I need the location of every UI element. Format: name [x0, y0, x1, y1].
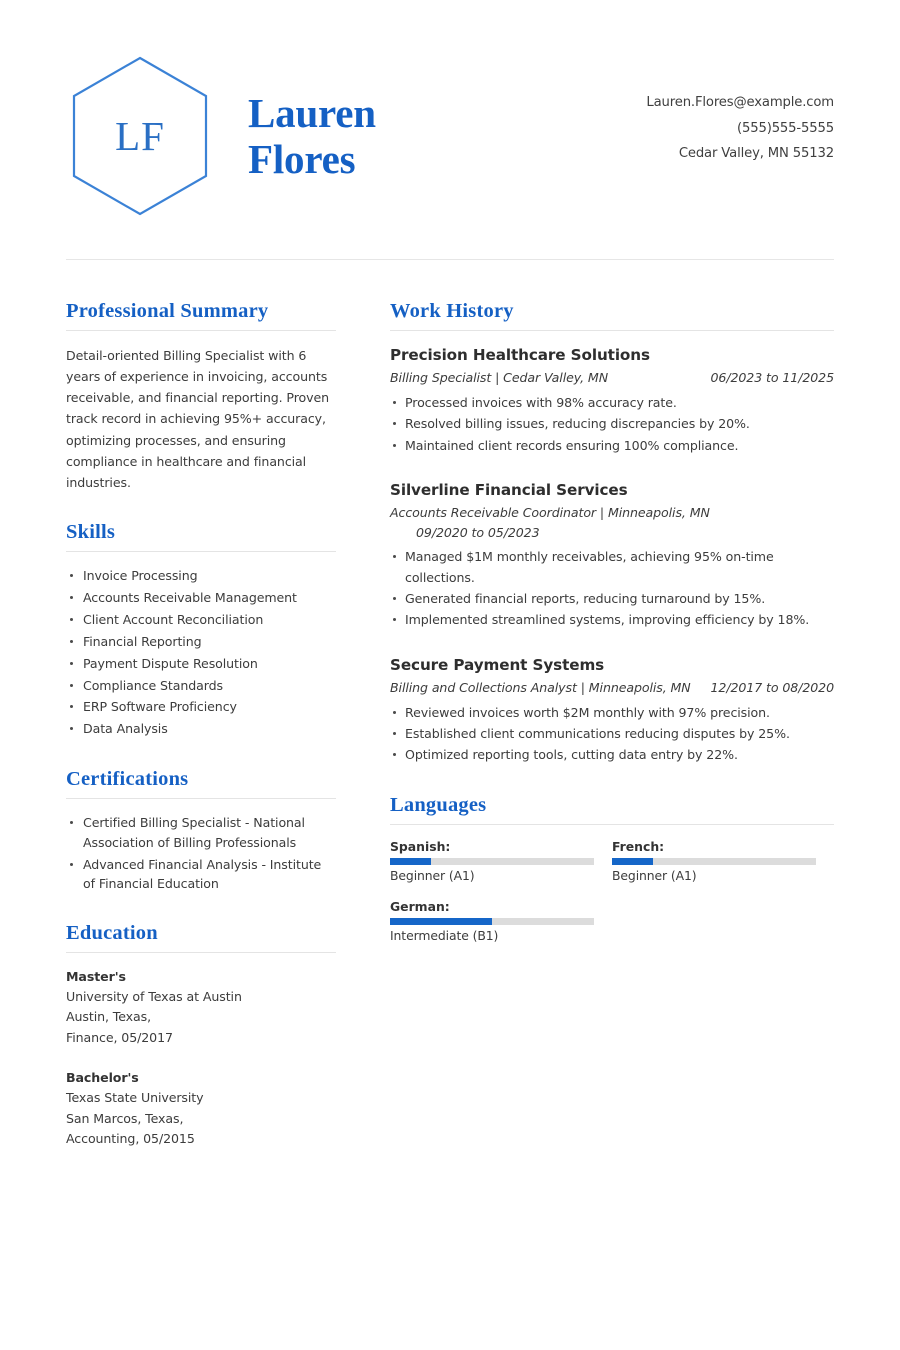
- language-proficiency-fill: [390, 858, 431, 865]
- achievement-item: Implemented streamlined systems, improving efficiency by 18%.: [390, 610, 834, 630]
- language-proficiency-bar: [390, 918, 594, 925]
- resume-body: [66, 300, 834, 1177]
- language-name: Spanish:: [390, 838, 451, 854]
- job-entry: [390, 345, 834, 456]
- achievement-item: Processed invoices with 98% accuracy rate.: [390, 393, 834, 413]
- section-education: [66, 922, 336, 1150]
- section-rule: [66, 330, 336, 331]
- certification-item: Advanced Financial Analysis - Institute of Financial Education: [66, 855, 336, 894]
- achievement-item: Optimized reporting tools, cutting data entry by 22%.: [390, 745, 834, 765]
- job-entry: [390, 480, 834, 631]
- languages-grid: [390, 839, 834, 959]
- resume-header: [66, 52, 834, 227]
- job-role-location: Billing and Collections Analyst | Minneapolis, MN: [390, 680, 691, 696]
- skills-list: [66, 566, 336, 740]
- job-meta: [390, 678, 834, 698]
- section-rule: [66, 798, 336, 799]
- education-location: San Marcos, Texas,: [66, 1110, 184, 1126]
- language-level: Intermediate (B1): [390, 927, 499, 943]
- identity-block: [66, 52, 376, 220]
- section-languages: [390, 794, 834, 959]
- section-certifications: [66, 768, 336, 894]
- job-company: Silverline Financial Services: [390, 480, 628, 499]
- skill-item: Financial Reporting: [66, 632, 336, 653]
- first-name: Lauren: [248, 89, 376, 136]
- job-role-location: Billing Specialist | Cedar Valley, MN: [390, 370, 609, 386]
- achievement-item: Established client communications reducing disputes by 25%.: [390, 724, 834, 744]
- language-item: [390, 899, 612, 943]
- job-achievements: [390, 393, 834, 456]
- skill-item: Accounts Receivable Management: [66, 588, 336, 609]
- achievement-item: Reviewed invoices worth $2M monthly with 97% precision.: [390, 703, 834, 723]
- language-proficiency-fill: [612, 858, 653, 865]
- education-entry: [66, 967, 336, 1048]
- last-name: Flores: [248, 136, 356, 182]
- job-company: Precision Healthcare Solutions: [390, 346, 650, 364]
- language-proficiency-bar: [612, 858, 816, 865]
- header-divider: [66, 259, 834, 260]
- education-degree: Bachelor's: [66, 1070, 139, 1086]
- section-title-certifications: Certifications: [66, 768, 189, 791]
- language-proficiency-fill: [390, 918, 492, 925]
- section-rule: [390, 824, 834, 825]
- skill-item: Invoice Processing: [66, 566, 336, 587]
- monogram-initials: LF: [115, 113, 165, 159]
- section-title-summary: Professional Summary: [66, 300, 269, 322]
- education-degree: Master's: [66, 968, 126, 984]
- job-dates: 12/2017 to 08/2020: [710, 680, 834, 696]
- education-entry: [66, 1068, 336, 1149]
- monogram-hexagon: [66, 52, 214, 220]
- language-item: [612, 839, 834, 883]
- language-name: French:: [612, 838, 665, 854]
- education-field-date: Accounting, 05/2015: [66, 1131, 195, 1147]
- education-field-date: Finance, 05/2017: [66, 1029, 173, 1045]
- achievement-item: Managed $1M monthly receivables, achieving 95% on-time collections.: [390, 547, 834, 588]
- job-dates: 06/2023 to 11/2025: [710, 370, 834, 386]
- job-meta: [390, 503, 834, 542]
- section-rule: [66, 952, 336, 953]
- section-title-skills: Skills: [66, 521, 116, 544]
- summary-text: Detail-oriented Billing Specialist with 6 years of experience in invoicing, accounts receivable, and financial reporting. Proven track record in achieving 95%+ accuracy, optimizing processes, and ensuring compliance in healthcare and financial industries.: [66, 348, 329, 490]
- contact-email[interactable]: Lauren.Flores@example.com: [646, 95, 834, 110]
- candidate-name: [248, 90, 376, 183]
- contact-block: [646, 52, 834, 167]
- education-school: University of Texas at Austin: [66, 988, 242, 1004]
- language-level: Beginner (A1): [390, 867, 475, 883]
- certifications-list: [66, 813, 336, 894]
- right-column: [358, 300, 834, 987]
- certification-item: Certified Billing Specialist - National Association of Billing Professionals: [66, 813, 336, 852]
- achievement-item: Maintained client records ensuring 100% compliance.: [390, 436, 834, 456]
- section-skills: [66, 521, 336, 740]
- skill-item: Client Account Reconciliation: [66, 610, 336, 631]
- section-title-languages: Languages: [390, 793, 487, 816]
- contact-address: Cedar Valley, MN 55132: [678, 146, 834, 162]
- section-title-work-history: Work History: [390, 300, 514, 322]
- section-professional-summary: [66, 300, 336, 493]
- job-meta: [390, 368, 834, 388]
- skill-item: Compliance Standards: [66, 676, 336, 697]
- section-title-education: Education: [66, 921, 158, 944]
- education-list: [66, 967, 336, 1150]
- language-proficiency-bar: [390, 858, 594, 865]
- job-role-location: Accounts Receivable Coordinator | Minneapolis, MN: [390, 505, 710, 521]
- language-item: [390, 839, 612, 883]
- education-location: Austin, Texas,: [66, 1009, 151, 1025]
- section-rule: [66, 551, 336, 552]
- language-name: German:: [390, 898, 450, 914]
- section-rule: [390, 330, 834, 331]
- contact-phone[interactable]: (555)555-5555: [736, 120, 834, 136]
- left-column: [66, 300, 358, 1177]
- skill-item: Payment Dispute Resolution: [66, 654, 336, 675]
- achievement-item: Resolved billing issues, reducing discrepancies by 20%.: [390, 414, 834, 434]
- skill-item: ERP Software Proficiency: [66, 697, 336, 718]
- language-level: Beginner (A1): [612, 867, 697, 883]
- section-work-history: [390, 300, 834, 766]
- job-achievements: [390, 547, 834, 631]
- job-company: Secure Payment Systems: [390, 655, 605, 674]
- job-entry: [390, 655, 834, 766]
- jobs-list: [390, 345, 834, 766]
- achievement-item: Generated financial reports, reducing turnaround by 15%.: [390, 589, 834, 609]
- education-school: Texas State University: [66, 1090, 204, 1106]
- job-dates: 09/2020 to 05/2023: [416, 524, 540, 540]
- skill-item: Data Analysis: [66, 719, 336, 740]
- job-achievements: [390, 703, 834, 766]
